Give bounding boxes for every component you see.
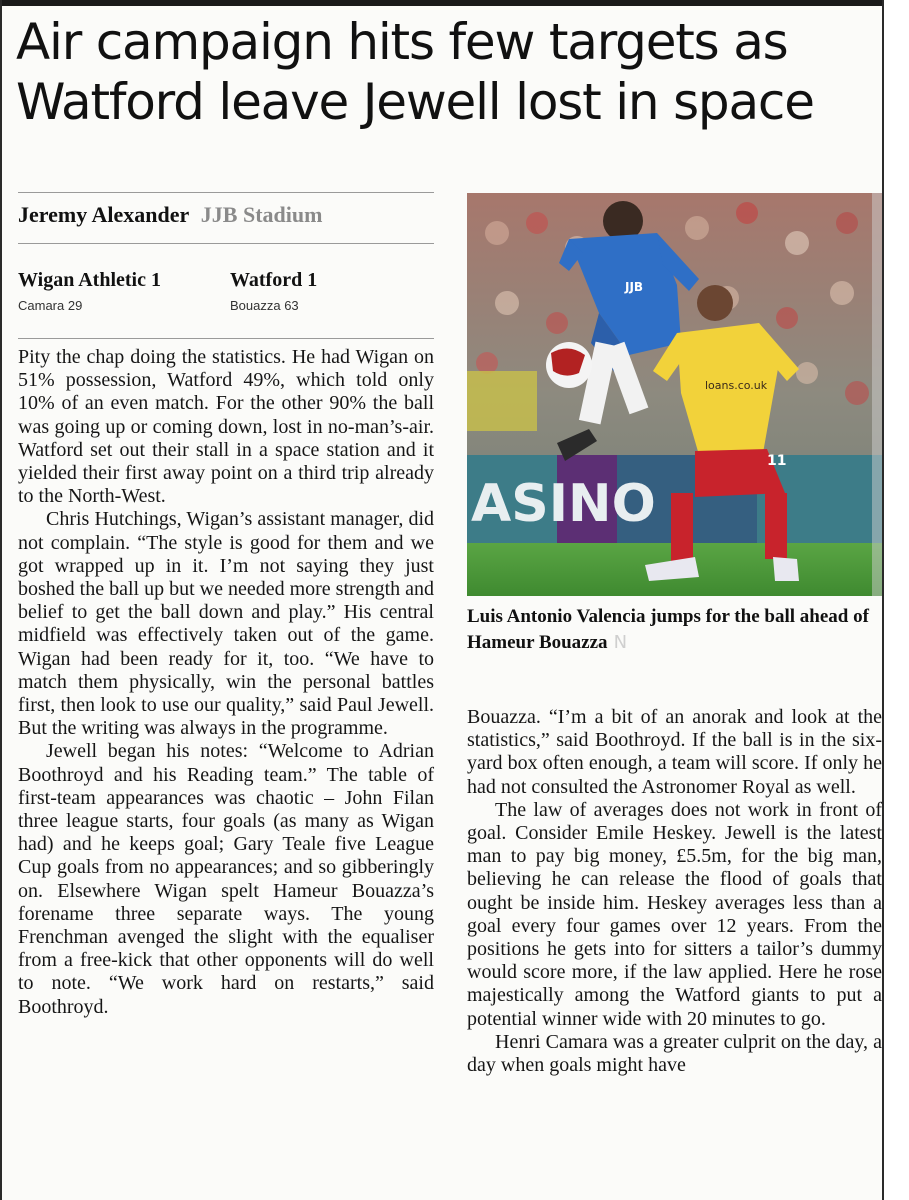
paragraph: Henri Camara was a greater culprit on the day, a day when goals might have [467,1030,882,1077]
shirt-sponsor: loans.co.uk [705,379,768,392]
paragraph: The law of averages does not work in front of goal. Consider Emile Heskey. Jewell is the latest man to pay big money, £5.5m, for the big man, believing he can release the flood of goals that ought be inside him. Heskey averages less than a goal every four games over 12 years. From the positions he gets into for sitters a tailor’s dummy would score more, if the law applied. Here he rose majestically among the Watford giants to put a potential winner wide with 20 minutes to go. [467,798,882,1030]
body-column-left [18,346,434,1019]
ball [546,342,592,388]
home-scorer: Camara 29 [18,298,83,313]
paragraph: Chris Hutchings, Wigan’s assistant manager, did not complain. “The style is good for them and we got wrapped up in it. I’m not saying they just boshed the ball up but we needed more strength and belief to get the ball down and play.” His central midfield was effectively taken out of the game. Wigan had been ready for it, too. “We have to match them physically, win the personal battles first, then look to use our quality,” said Paul Jewell. But the writing was always in the programme. [18,508,434,740]
divider-score-bottom [18,338,434,339]
paragraph: Bouazza. “I’m a bit of an anorak and look at the statistics,” said Boothroyd. If the ball is in the six-yard box often enough, a team will score. If only he had not consulted the Astronomer Royal as well. [467,706,882,798]
caption-text: Luis Antonio Valencia jumps for the ball ahead of Hameur Bouazza [467,606,869,653]
home-badge: JJB [625,280,644,294]
body-column-right [467,706,882,1077]
match-photo [467,193,882,596]
top-rule [0,0,884,6]
home-team-score: Wigan Athletic 1 [18,269,161,291]
divider-byline-bottom [18,243,434,244]
byline-venue: JJB Stadium [200,202,323,227]
away-scorer: Bouazza 63 [230,298,299,313]
guardian-n-icon: N [613,632,628,653]
paragraph: Jewell began his notes: “Welcome to Adrian Boothroyd and his Reading team.” The table of first-team appearances was chaotic – John Filan three league starts, four goals (as many as Wigan had) and he keeps goal; Gary Teale five League Cup goals from no appearances; and so gibberingly on. Elsewhere Wigan spelt Hameur Bouazza’s forename three separate ways. The young Frenchman avenged the slight with the equaliser from a free-kick that other opponents will do well to note. “We work hard on restarts,” said Boothroyd. [18,740,434,1018]
byline-author: Jeremy Alexander [18,202,190,227]
shirt-number: 11 [767,453,787,469]
page-left-edge [0,0,2,1200]
divider-byline-top [18,192,434,193]
headline: Air campaign hits few targets as Watford leave Jewell lost in space [16,13,814,131]
paragraph: Pity the chap doing the statistics. He had Wigan on 51% possession, Watford 49%, which told only 10% of an even match. For the other 90% the ball was going up or coming down, lost in no-man’s-air. Watford set out their stall in a space station and it yielded their first away point on a third trip already to the North-West. [18,346,434,508]
photo-caption [467,604,882,656]
away-team-score: Watford 1 [230,269,318,291]
score-away [230,268,317,314]
byline [18,202,322,228]
score-home [18,268,161,314]
ad-board-text: ASINO [471,474,656,534]
page-margin [884,0,909,1200]
